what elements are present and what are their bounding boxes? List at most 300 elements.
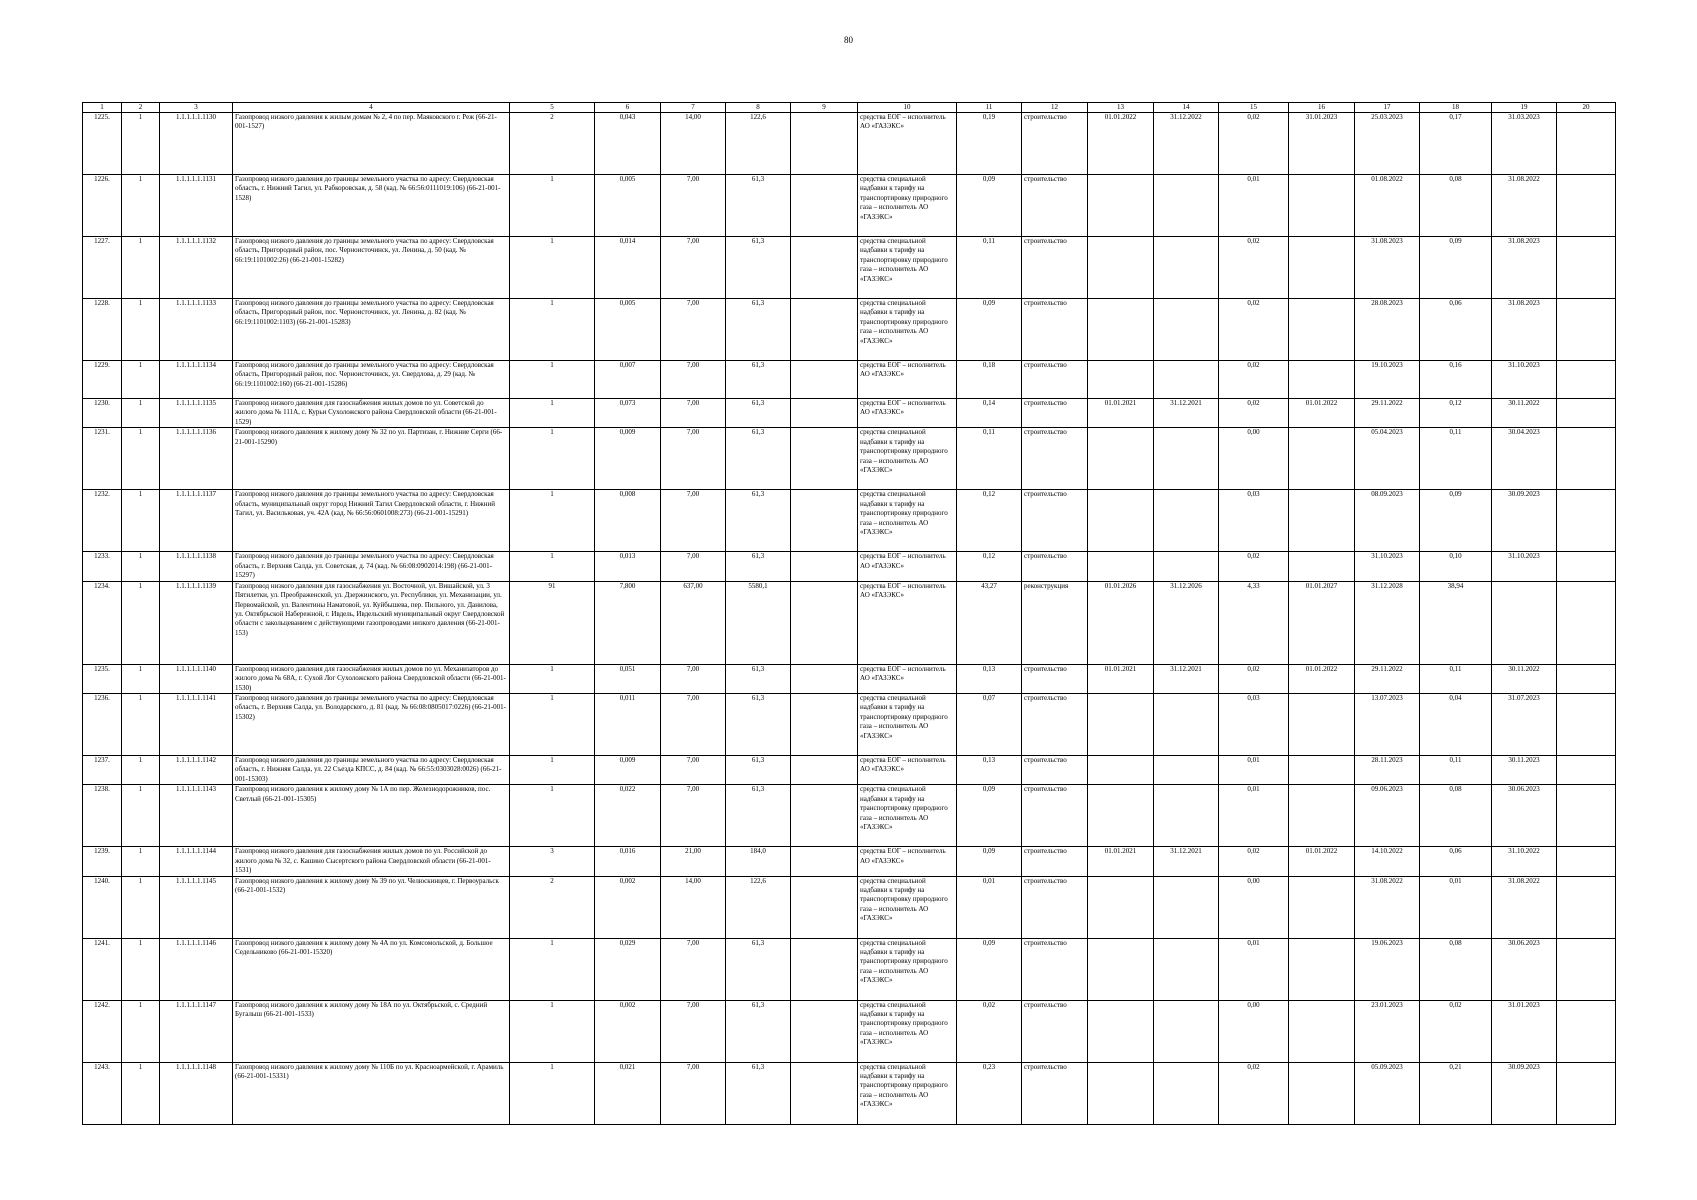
- table-row: [83, 847, 1616, 876]
- cell-col18: 0,04: [1420, 693, 1492, 755]
- cell-col9: [791, 428, 858, 490]
- cell-col2: 1: [122, 361, 160, 399]
- cell-col5: 91: [510, 581, 595, 664]
- cell-col19: 31.03.2023: [1492, 113, 1557, 175]
- row-number: 1226.: [83, 175, 122, 237]
- object-description: Газопровод низкого давления до границы земельного участка по адресу: Свердловская область, Пригородный район, пос. Черноисточинск, ул. Ленина, д. 82 (кад. № 66:19:1101002:1103) (66-21-001-15283): [233, 299, 510, 361]
- object-code: 1.1.1.1.1.1132: [160, 237, 233, 299]
- cell-col20: [1557, 552, 1616, 581]
- cell-col2: 1: [122, 113, 160, 175]
- cell-col15: 0,02: [1219, 1062, 1289, 1124]
- cell-col11: 43,27: [957, 581, 1022, 664]
- row-number: 1227.: [83, 237, 122, 299]
- end-date: [1154, 876, 1219, 938]
- start-date: [1088, 1062, 1154, 1124]
- cell-col19: 31.07.2023: [1492, 693, 1557, 755]
- work-type: строительство: [1022, 428, 1088, 490]
- cell-col7: 7,00: [661, 552, 726, 581]
- cell-col7: 21,00: [661, 847, 726, 876]
- object-description: Газопровод низкого давления к жилому дому № 4А по ул. Комсомольской, д. Большое Седельниково (66-21-001-15320): [233, 938, 510, 1000]
- object-code: 1.1.1.1.1.1145: [160, 876, 233, 938]
- object-code: 1.1.1.1.1.1147: [160, 1000, 233, 1062]
- cell-col9: [791, 399, 858, 428]
- funding-source: средства специальной надбавки к тарифу на транспортировку природного газа – исполнитель АО «ГАЗЭКС»: [858, 1062, 957, 1124]
- object-code: 1.1.1.1.1.1146: [160, 938, 233, 1000]
- cell-col17: 29.11.2022: [1355, 664, 1420, 693]
- cell-col5: 1: [510, 237, 595, 299]
- cell-col18: 0,11: [1420, 664, 1492, 693]
- start-date: 01.01.2021: [1088, 399, 1154, 428]
- cell-col8: 61,3: [726, 785, 791, 847]
- cell-col8: 61,3: [726, 428, 791, 490]
- work-type: строительство: [1022, 175, 1088, 237]
- cell-col6: 0,011: [595, 693, 661, 755]
- cell-col5: 2: [510, 113, 595, 175]
- cell-col11: 0,19: [957, 113, 1022, 175]
- object-description: Газопровод низкого давления к жилым домам № 2, 4 по пер. Маяковского г. Реж (66-21-001-1527): [233, 113, 510, 175]
- cell-col17: 09.06.2023: [1355, 785, 1420, 847]
- column-header: 13: [1088, 103, 1154, 113]
- cell-col7: 7,00: [661, 1000, 726, 1062]
- object-code: 1.1.1.1.1.1138: [160, 552, 233, 581]
- funding-source: средства ЕОГ – исполнитель АО «ГАЗЭКС»: [858, 399, 957, 428]
- work-type: строительство: [1022, 113, 1088, 175]
- cell-col19: 30.11.2022: [1492, 664, 1557, 693]
- row-number: 1228.: [83, 299, 122, 361]
- cell-col16: 31.01.2023: [1289, 113, 1355, 175]
- cell-col16: 01.01.2027: [1289, 581, 1355, 664]
- start-date: [1088, 552, 1154, 581]
- object-code: 1.1.1.1.1.1131: [160, 175, 233, 237]
- cell-col6: 0,029: [595, 938, 661, 1000]
- table-row: [83, 1062, 1616, 1124]
- row-number: 1237.: [83, 755, 122, 784]
- object-code: 1.1.1.1.1.1137: [160, 490, 233, 552]
- cell-col17: 31.08.2022: [1355, 876, 1420, 938]
- cell-col2: 1: [122, 938, 160, 1000]
- gas-pipeline-table: [82, 102, 1616, 1125]
- cell-col6: 0,002: [595, 876, 661, 938]
- column-header: 19: [1492, 103, 1557, 113]
- cell-col20: [1557, 847, 1616, 876]
- cell-col8: 5580,1: [726, 581, 791, 664]
- column-header: 12: [1022, 103, 1088, 113]
- cell-col15: 0,02: [1219, 299, 1289, 361]
- column-header: 6: [595, 103, 661, 113]
- column-header: 1: [83, 103, 122, 113]
- cell-col17: 14.10.2022: [1355, 847, 1420, 876]
- cell-col18: 0,12: [1420, 399, 1492, 428]
- cell-col17: 08.09.2023: [1355, 490, 1420, 552]
- cell-col19: 30.06.2023: [1492, 785, 1557, 847]
- cell-col17: 19.06.2023: [1355, 938, 1420, 1000]
- cell-col9: [791, 490, 858, 552]
- end-date: [1154, 175, 1219, 237]
- funding-source: средства специальной надбавки к тарифу на транспортировку природного газа – исполнитель АО «ГАЗЭКС»: [858, 1000, 957, 1062]
- cell-col15: 0,00: [1219, 1000, 1289, 1062]
- cell-col17: 31.12.2028: [1355, 581, 1420, 664]
- cell-col20: [1557, 490, 1616, 552]
- cell-col9: [791, 361, 858, 399]
- cell-col5: 1: [510, 1000, 595, 1062]
- end-date: [1154, 1000, 1219, 1062]
- funding-source: средства ЕОГ – исполнитель АО «ГАЗЭКС»: [858, 113, 957, 175]
- cell-col5: 1: [510, 552, 595, 581]
- cell-col7: 7,00: [661, 693, 726, 755]
- cell-col18: 0,21: [1420, 1062, 1492, 1124]
- start-date: [1088, 693, 1154, 755]
- cell-col15: 0,02: [1219, 237, 1289, 299]
- cell-col17: 28.11.2023: [1355, 755, 1420, 784]
- cell-col8: 61,3: [726, 755, 791, 784]
- row-number: 1225.: [83, 113, 122, 175]
- work-type: реконструкция: [1022, 581, 1088, 664]
- cell-col20: [1557, 785, 1616, 847]
- cell-col16: [1289, 1062, 1355, 1124]
- cell-col16: [1289, 175, 1355, 237]
- cell-col11: 0,07: [957, 693, 1022, 755]
- cell-col7: 7,00: [661, 755, 726, 784]
- object-code: 1.1.1.1.1.1143: [160, 785, 233, 847]
- work-type: строительство: [1022, 693, 1088, 755]
- table-row: [83, 113, 1616, 175]
- object-code: 1.1.1.1.1.1140: [160, 664, 233, 693]
- object-description: Газопровод низкого давления до границы земельного участка по адресу: Свердловская область, г. Нижний Тагил, ул. Рабкоровская, д. 58 (кад. № 66:56:0111019:106) (66-21-001-1528): [233, 175, 510, 237]
- cell-col5: 1: [510, 175, 595, 237]
- cell-col2: 1: [122, 399, 160, 428]
- cell-col9: [791, 785, 858, 847]
- cell-col19: 30.06.2023: [1492, 938, 1557, 1000]
- cell-col2: 1: [122, 785, 160, 847]
- cell-col15: 0,01: [1219, 175, 1289, 237]
- cell-col20: [1557, 664, 1616, 693]
- funding-source: средства специальной надбавки к тарифу на транспортировку природного газа – исполнитель АО «ГАЗЭКС»: [858, 876, 957, 938]
- end-date: [1154, 785, 1219, 847]
- cell-col6: 0,016: [595, 847, 661, 876]
- cell-col11: 0,09: [957, 299, 1022, 361]
- cell-col19: 31.10.2022: [1492, 847, 1557, 876]
- table-row: [83, 175, 1616, 237]
- cell-col7: 7,00: [661, 399, 726, 428]
- cell-col11: 0,12: [957, 490, 1022, 552]
- cell-col11: 0,14: [957, 399, 1022, 428]
- cell-col11: 0,11: [957, 237, 1022, 299]
- cell-col8: 122,6: [726, 876, 791, 938]
- cell-col2: 1: [122, 693, 160, 755]
- cell-col16: [1289, 876, 1355, 938]
- cell-col19: 31.08.2023: [1492, 237, 1557, 299]
- cell-col18: 0,09: [1420, 490, 1492, 552]
- object-description: Газопровод низкого давления для газоснабжения ул. Восточной, ул. Вишайской, ул. 3 Пятилетки, ул. Преображенской, ул. Дзержинского, ул. Республики, ул. Механизации, ул. Первомайской, ул. Валентины Наматовой, ул. Куйбышева, пер. Пильного, ул. Данилова, ул. Октябрьской Набережной, г. Ивдель, Ивдельский муниципальный округ Свердловской области с закольцеванием с действующими газопроводами низкого давления (66-21-001-153): [233, 581, 510, 664]
- cell-col19: 30.04.2023: [1492, 428, 1557, 490]
- cell-col9: [791, 847, 858, 876]
- column-header: 5: [510, 103, 595, 113]
- cell-col9: [791, 113, 858, 175]
- end-date: 31.12.2022: [1154, 113, 1219, 175]
- row-number: 1235.: [83, 664, 122, 693]
- work-type: строительство: [1022, 847, 1088, 876]
- cell-col20: [1557, 1062, 1616, 1124]
- funding-source: средства специальной надбавки к тарифу на транспортировку природного газа – исполнитель АО «ГАЗЭКС»: [858, 693, 957, 755]
- cell-col19: 31.10.2023: [1492, 361, 1557, 399]
- cell-col2: 1: [122, 1000, 160, 1062]
- cell-col20: [1557, 399, 1616, 428]
- cell-col18: 0,06: [1420, 847, 1492, 876]
- funding-source: средства ЕОГ – исполнитель АО «ГАЗЭКС»: [858, 361, 957, 399]
- cell-col19: 31.08.2022: [1492, 876, 1557, 938]
- row-number: 1242.: [83, 1000, 122, 1062]
- object-description: Газопровод низкого давления до границы земельного участка по адресу: Свердловская область, Пригородный район, пос. Черноисточинск, ул. Ленина, д. 50 (кад. № 66:19:1101002:26) (66-21-001-15282): [233, 237, 510, 299]
- end-date: [1154, 361, 1219, 399]
- cell-col17: 05.04.2023: [1355, 428, 1420, 490]
- cell-col9: [791, 237, 858, 299]
- cell-col8: 61,3: [726, 664, 791, 693]
- start-date: [1088, 785, 1154, 847]
- cell-col8: 61,3: [726, 361, 791, 399]
- end-date: [1154, 428, 1219, 490]
- object-description: Газопровод низкого давления до границы земельного участка по адресу: Свердловская область, Пригородный район, пос. Черноисточинск, ул. Свердлова, д. 29 (кад. № 66:19:1101002:160) (66-21-001-15286): [233, 361, 510, 399]
- cell-col15: 0,00: [1219, 876, 1289, 938]
- start-date: 01.01.2021: [1088, 847, 1154, 876]
- cell-col11: 0,09: [957, 785, 1022, 847]
- column-header: 2: [122, 103, 160, 113]
- table-row: [83, 552, 1616, 581]
- work-type: строительство: [1022, 237, 1088, 299]
- cell-col17: 31.08.2023: [1355, 237, 1420, 299]
- end-date: [1154, 490, 1219, 552]
- cell-col6: 7,800: [595, 581, 661, 664]
- object-code: 1.1.1.1.1.1136: [160, 428, 233, 490]
- end-date: 31.12.2021: [1154, 664, 1219, 693]
- column-header: 16: [1289, 103, 1355, 113]
- end-date: [1154, 938, 1219, 1000]
- column-header: 7: [661, 103, 726, 113]
- start-date: [1088, 938, 1154, 1000]
- cell-col6: 0,002: [595, 1000, 661, 1062]
- cell-col19: 30.09.2023: [1492, 490, 1557, 552]
- cell-col19: 31.08.2022: [1492, 175, 1557, 237]
- cell-col5: 2: [510, 876, 595, 938]
- table-row: [83, 237, 1616, 299]
- cell-col15: 0,02: [1219, 552, 1289, 581]
- cell-col17: 25.03.2023: [1355, 113, 1420, 175]
- object-description: Газопровод низкого давления для газоснабжения жилых домов по ул. Механизаторов до жилого дома № 68А, г. Сухой Лог Сухоложского района Свердловской области (66-21-001-1530): [233, 664, 510, 693]
- cell-col2: 1: [122, 876, 160, 938]
- row-number: 1231.: [83, 428, 122, 490]
- object-description: Газопровод низкого давления до границы земельного участка по адресу: Свердловская область, г. Верхняя Салда, ул. Володарского, д. 81 (кад. № 66:08:0805017:0226) (66-21-001-15302): [233, 693, 510, 755]
- cell-col15: 0,01: [1219, 785, 1289, 847]
- table-row: [83, 785, 1616, 847]
- work-type: строительство: [1022, 490, 1088, 552]
- start-date: [1088, 361, 1154, 399]
- cell-col7: 14,00: [661, 113, 726, 175]
- cell-col7: 7,00: [661, 490, 726, 552]
- cell-col6: 0,022: [595, 785, 661, 847]
- cell-col15: 0,03: [1219, 693, 1289, 755]
- cell-col15: 0,01: [1219, 938, 1289, 1000]
- cell-col20: [1557, 581, 1616, 664]
- row-number: 1239.: [83, 847, 122, 876]
- cell-col18: 0,08: [1420, 785, 1492, 847]
- work-type: строительство: [1022, 664, 1088, 693]
- column-header: 14: [1154, 103, 1219, 113]
- cell-col11: 0,09: [957, 847, 1022, 876]
- cell-col5: 1: [510, 785, 595, 847]
- work-type: строительство: [1022, 755, 1088, 784]
- cell-col15: 0,02: [1219, 361, 1289, 399]
- cell-col18: 0,16: [1420, 361, 1492, 399]
- cell-col16: [1289, 237, 1355, 299]
- cell-col6: 0,009: [595, 755, 661, 784]
- cell-col18: 0,11: [1420, 755, 1492, 784]
- cell-col8: 61,3: [726, 552, 791, 581]
- cell-col8: 61,3: [726, 1062, 791, 1124]
- cell-col2: 1: [122, 581, 160, 664]
- cell-col5: 1: [510, 428, 595, 490]
- cell-col18: 0,08: [1420, 175, 1492, 237]
- column-header: 3: [160, 103, 233, 113]
- work-type: строительство: [1022, 938, 1088, 1000]
- cell-col16: [1289, 299, 1355, 361]
- table-row: [83, 664, 1616, 693]
- cell-col7: 7,00: [661, 785, 726, 847]
- column-header: 8: [726, 103, 791, 113]
- cell-col20: [1557, 755, 1616, 784]
- cell-col20: [1557, 876, 1616, 938]
- cell-col7: 7,00: [661, 175, 726, 237]
- cell-col6: 0,005: [595, 299, 661, 361]
- cell-col16: [1289, 938, 1355, 1000]
- cell-col6: 0,051: [595, 664, 661, 693]
- cell-col17: 31.10.2023: [1355, 552, 1420, 581]
- cell-col16: 01.01.2022: [1289, 399, 1355, 428]
- cell-col20: [1557, 113, 1616, 175]
- cell-col5: 1: [510, 664, 595, 693]
- cell-col9: [791, 876, 858, 938]
- start-date: [1088, 428, 1154, 490]
- cell-col16: [1289, 785, 1355, 847]
- cell-col2: 1: [122, 1062, 160, 1124]
- cell-col7: 7,00: [661, 237, 726, 299]
- object-code: 1.1.1.1.1.1130: [160, 113, 233, 175]
- cell-col2: 1: [122, 664, 160, 693]
- cell-col16: [1289, 693, 1355, 755]
- table-row: [83, 581, 1616, 664]
- row-number: 1238.: [83, 785, 122, 847]
- work-type: строительство: [1022, 552, 1088, 581]
- cell-col7: 7,00: [661, 664, 726, 693]
- cell-col6: 0,005: [595, 175, 661, 237]
- cell-col9: [791, 693, 858, 755]
- cell-col7: 7,00: [661, 428, 726, 490]
- cell-col18: 0,17: [1420, 113, 1492, 175]
- cell-col18: 0,09: [1420, 237, 1492, 299]
- cell-col20: [1557, 1000, 1616, 1062]
- row-number: 1243.: [83, 1062, 122, 1124]
- page-number: 80: [844, 35, 853, 45]
- cell-col6: 0,014: [595, 237, 661, 299]
- cell-col9: [791, 664, 858, 693]
- cell-col19: 31.01.2023: [1492, 1000, 1557, 1062]
- start-date: 01.01.2021: [1088, 664, 1154, 693]
- cell-col11: 0,11: [957, 428, 1022, 490]
- work-type: строительство: [1022, 1062, 1088, 1124]
- cell-col17: 29.11.2022: [1355, 399, 1420, 428]
- cell-col20: [1557, 693, 1616, 755]
- cell-col5: 1: [510, 299, 595, 361]
- cell-col8: 184,0: [726, 847, 791, 876]
- object-description: Газопровод низкого давления к жилому дому № 18А по ул. Октябрьской, с. Средний Бугалыш (66-21-001-1533): [233, 1000, 510, 1062]
- column-header: 9: [791, 103, 858, 113]
- cell-col18: 0,11: [1420, 428, 1492, 490]
- cell-col18: 0,02: [1420, 1000, 1492, 1062]
- row-number: 1229.: [83, 361, 122, 399]
- cell-col11: 0,12: [957, 552, 1022, 581]
- cell-col18: 38,94: [1420, 581, 1492, 664]
- funding-source: средства ЕОГ – исполнитель АО «ГАЗЭКС»: [858, 847, 957, 876]
- object-code: 1.1.1.1.1.1135: [160, 399, 233, 428]
- cell-col9: [791, 552, 858, 581]
- end-date: [1154, 693, 1219, 755]
- cell-col5: 1: [510, 490, 595, 552]
- object-code: 1.1.1.1.1.1134: [160, 361, 233, 399]
- cell-col6: 0,007: [595, 361, 661, 399]
- cell-col8: 61,3: [726, 399, 791, 428]
- end-date: 31.12.2021: [1154, 847, 1219, 876]
- cell-col20: [1557, 237, 1616, 299]
- end-date: [1154, 1062, 1219, 1124]
- cell-col2: 1: [122, 490, 160, 552]
- start-date: 01.01.2026: [1088, 581, 1154, 664]
- start-date: 01.01.2022: [1088, 113, 1154, 175]
- cell-col20: [1557, 175, 1616, 237]
- cell-col6: 0,021: [595, 1062, 661, 1124]
- object-code: 1.1.1.1.1.1148: [160, 1062, 233, 1124]
- start-date: [1088, 237, 1154, 299]
- cell-col2: 1: [122, 237, 160, 299]
- cell-col6: 0,073: [595, 399, 661, 428]
- cell-col19: 30.11.2022: [1492, 399, 1557, 428]
- cell-col9: [791, 175, 858, 237]
- cell-col7: 14,00: [661, 876, 726, 938]
- row-number: 1240.: [83, 876, 122, 938]
- column-header: 10: [858, 103, 957, 113]
- cell-col2: 1: [122, 175, 160, 237]
- cell-col6: 0,009: [595, 428, 661, 490]
- cell-col6: 0,013: [595, 552, 661, 581]
- row-number: 1234.: [83, 581, 122, 664]
- cell-col18: 0,06: [1420, 299, 1492, 361]
- funding-source: средства специальной надбавки к тарифу на транспортировку природного газа – исполнитель АО «ГАЗЭКС»: [858, 428, 957, 490]
- cell-col20: [1557, 428, 1616, 490]
- column-header: 4: [233, 103, 510, 113]
- cell-col6: 0,043: [595, 113, 661, 175]
- start-date: [1088, 175, 1154, 237]
- table-row: [83, 299, 1616, 361]
- work-type: строительство: [1022, 876, 1088, 938]
- cell-col9: [791, 581, 858, 664]
- start-date: [1088, 1000, 1154, 1062]
- start-date: [1088, 755, 1154, 784]
- object-code: 1.1.1.1.1.1142: [160, 755, 233, 784]
- row-number: 1230.: [83, 399, 122, 428]
- cell-col15: 0,01: [1219, 755, 1289, 784]
- end-date: [1154, 299, 1219, 361]
- cell-col19: 31.10.2023: [1492, 552, 1557, 581]
- cell-col20: [1557, 299, 1616, 361]
- cell-col19: 31.08.2023: [1492, 299, 1557, 361]
- table-row: [83, 693, 1616, 755]
